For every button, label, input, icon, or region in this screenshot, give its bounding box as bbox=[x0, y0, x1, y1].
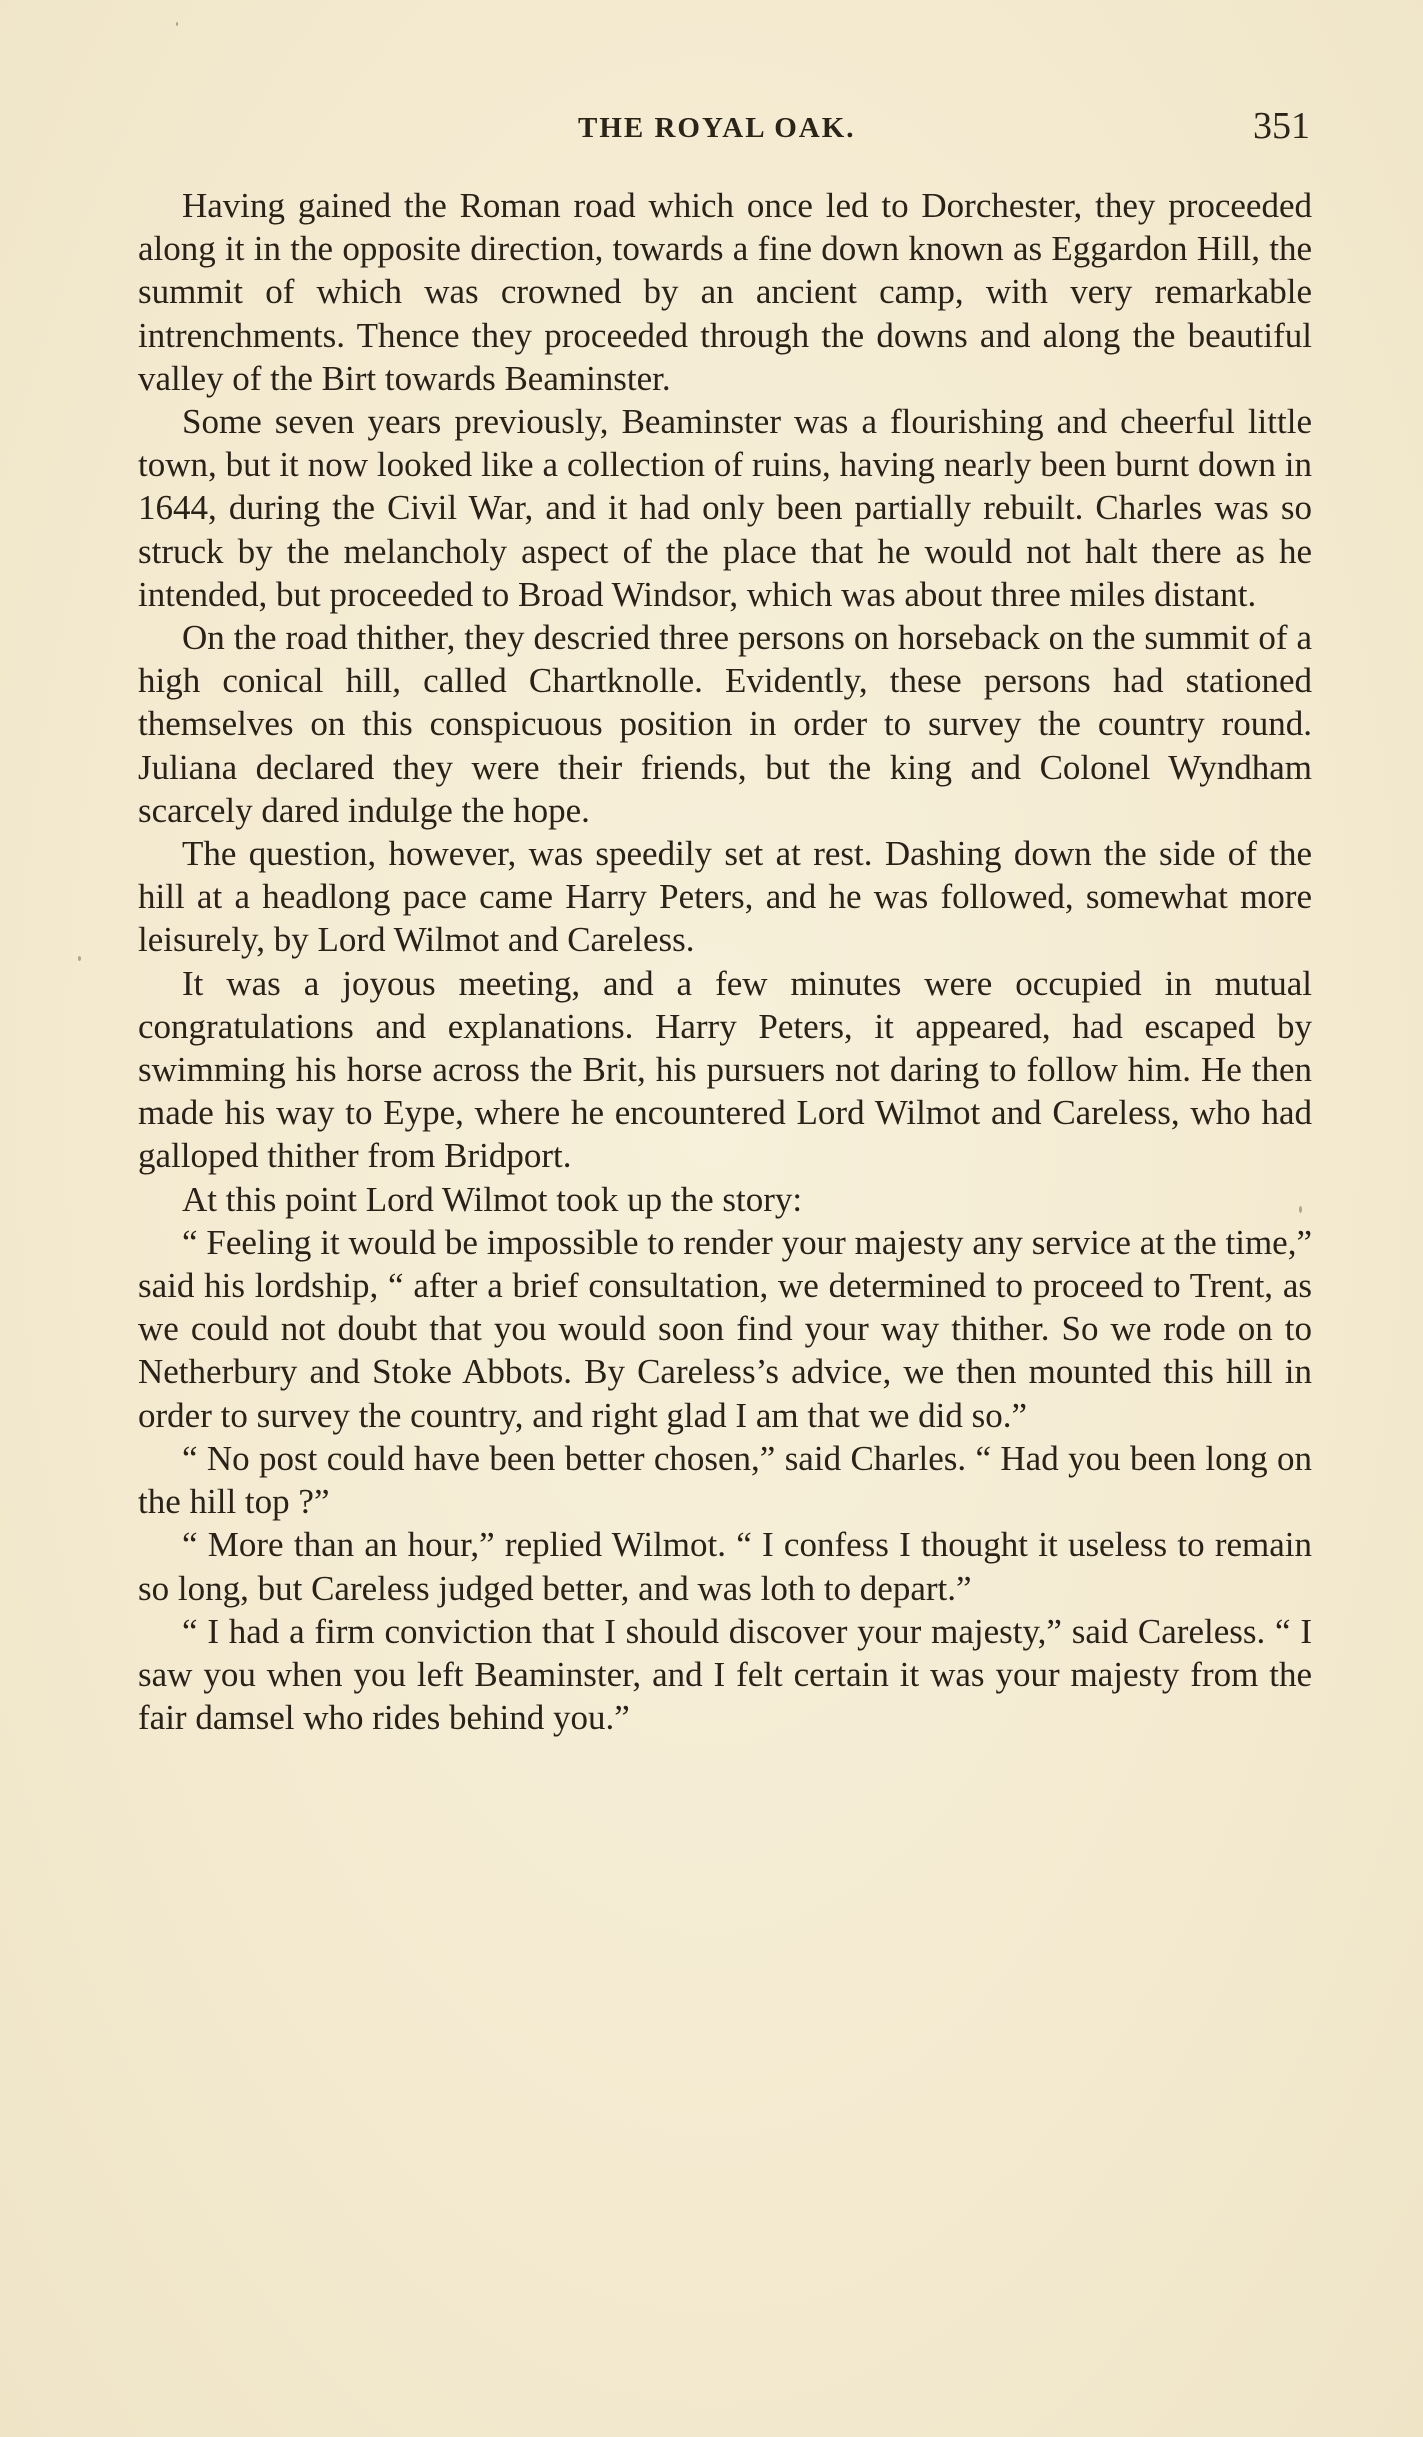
body-text bbox=[138, 184, 1312, 1739]
paragraph: “ More than an hour,” replied Wilmot. “ I confess I thought it useless to remain so long, but Careless judged better, and was loth to depart.” bbox=[138, 1525, 1312, 1608]
paragraph: “ Feeling it would be impossible to render your majesty any service at the time,” said his lordship, “ after a brief consultation, we determined to proceed to Trent, as we could not doubt that you would soon find your way thither. So we rode on to Netherbury and Stoke Abbots. By Careless’s advice, we then mounted this hill in order to survey the country, and right glad I am that we did so.” bbox=[138, 1222, 1312, 1435]
paragraph: On the road thither, they descried three persons on horseback on the summit of a high conical hill, called Chartknolle. Evidently, these persons had stationed themselves on this conspicuous position in order to survey the country round. Juliana declared they were their friends, but the king and Colonel Wyndham scarcely dared indulge the hope. bbox=[138, 618, 1312, 830]
paper-speck bbox=[176, 22, 178, 26]
paragraph: The question, however, was speedily set at rest. Dashing down the side of the hill at a headlong pace came Harry Peters, and he was followed, somewhat more leisurely, by Lord Wilmot and Careless. bbox=[138, 834, 1312, 960]
paper-speck bbox=[78, 956, 81, 961]
paper-speck bbox=[1299, 1206, 1302, 1213]
paragraph: “ No post could have been better chosen,” said Charles. “ Had you been long on the hill top ?” bbox=[138, 1438, 1312, 1522]
paragraph: “ I had a firm conviction that I should discover your majesty,” said Careless. “ I saw you when you left Beaminster, and I felt certain it was your majesty from the fair damsel who rides behind you.” bbox=[138, 1611, 1312, 1738]
paragraph: At this point Lord Wilmot took up the story: bbox=[182, 1179, 803, 1219]
running-title: THE ROYAL OAK. bbox=[578, 112, 856, 144]
paragraph: It was a joyous meeting, and a few minutes were occupied in mutual congratulations and explanations. Harry Peters, it appeared, had escaped by swimming his horse across the Brit, his pursuers not daring to follow him. He then made his way to Eype, where he encountered Lord Wilmot and Careless, who had galloped thither from Bridport. bbox=[138, 963, 1312, 1176]
paragraph: Some seven years previously, Beaminster was a flourishing and cheerful little town, but it now looked like a collection of ruins, having nearly been burnt down in 1644, during the Civil War, and it had only been partially rebuilt. Charles was so struck by the melancholy aspect of the place that he would not halt there as he intended, but proceeded to Broad Windsor, which was about three miles distant. bbox=[138, 402, 1312, 614]
page-number: 351 bbox=[1253, 105, 1310, 147]
paragraph: Having gained the Roman road which once led to Dorchester, they proceeded along it in the opposite direction, towards a fine down known as Eggardon Hill, the summit of which was crowned by an ancient camp, with very remarkable intrenchments. Thence they proceeded through the downs and along the beautiful valley of the Birt towards Beaminster. bbox=[138, 186, 1312, 398]
page-header bbox=[140, 102, 1310, 162]
